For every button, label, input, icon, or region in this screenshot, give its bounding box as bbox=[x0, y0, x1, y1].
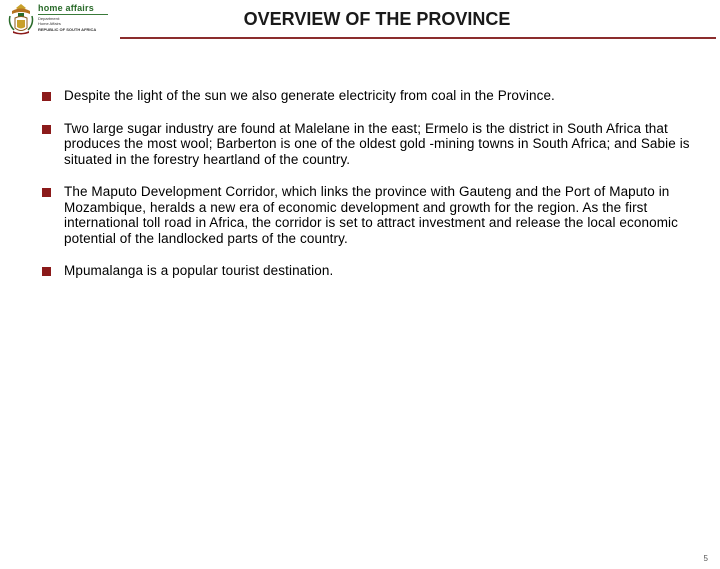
slide-title: OVERVIEW OF THE PROVINCE bbox=[243, 9, 511, 29]
square-bullet-icon bbox=[42, 92, 51, 101]
square-bullet-icon bbox=[42, 267, 51, 276]
bullet-item bbox=[40, 121, 690, 168]
square-bullet-icon bbox=[42, 125, 51, 134]
logo-country: REPUBLIC OF SOUTH AFRICA bbox=[38, 27, 97, 32]
bullet-text: Despite the light of the sun we also generate electricity from coal in the Province. bbox=[64, 88, 555, 103]
bullet-text: The Maputo Development Corridor, which links the province with Gauteng and the Port of Maputo in Mozambique, heralds a new era of economic development and growth for the region. As the first international toll road in Africa, the corridor is set to attract investment and release the local economic potential of the landlocked parts of the country. bbox=[64, 184, 679, 246]
bullet-item bbox=[40, 88, 690, 104]
bullet-list bbox=[40, 88, 690, 296]
square-bullet-icon bbox=[42, 188, 51, 197]
title-divider bbox=[120, 37, 716, 39]
bullet-item bbox=[40, 184, 690, 246]
bullet-item bbox=[40, 263, 690, 279]
brand-name: home affairs bbox=[38, 3, 94, 13]
logo-department-label: Department: bbox=[38, 16, 61, 21]
page-number: 5 bbox=[703, 554, 708, 563]
logo-department-name: Home Affairs bbox=[38, 21, 61, 26]
bullet-text: Two large sugar industry are found at Malelane in the east; Ermelo is the district in South Africa that produces the most wool; Barberton is one of the oldest gold -mining towns in South Africa; and Sabie is situated in the forestry heartland of the country. bbox=[64, 120, 690, 167]
slide-title-container bbox=[0, 9, 720, 30]
bullet-text: Mpumalanga is a popular tourist destination. bbox=[64, 263, 334, 278]
